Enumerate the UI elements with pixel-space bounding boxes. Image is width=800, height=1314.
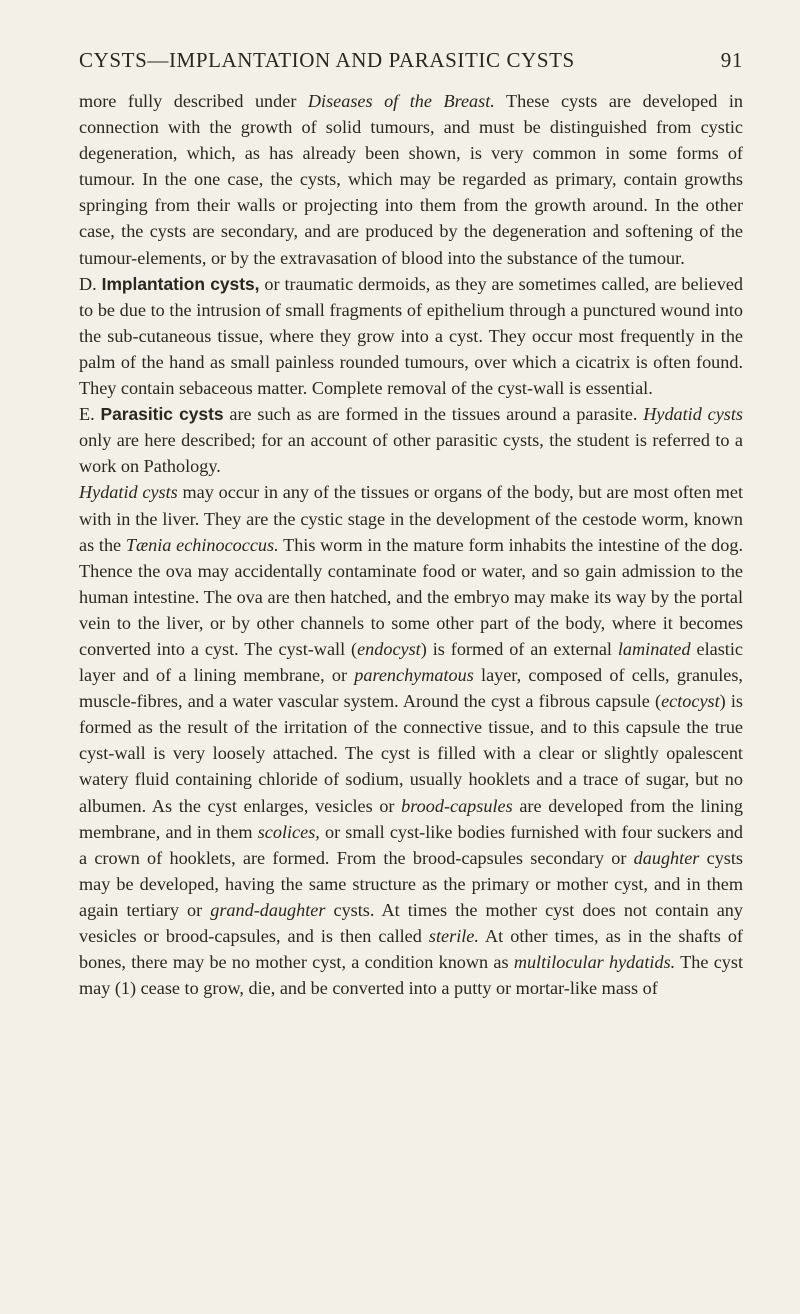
section-label: E. [79,404,101,425]
italic-term: sterile. [428,926,479,946]
section-label: D. [79,273,102,294]
running-title: CYSTS—IMPLANTATION AND PARASITIC CYSTS [79,48,575,72]
paragraph-hydatid-cysts [79,479,743,1001]
italic-term: ectocyst [661,691,720,712]
section-heading: Implantation cysts, [101,273,260,294]
text-run: At other times, as in the shafts of bones, there may be no mother cyst, a condition known as [79,926,743,973]
italic-term: laminated [617,638,691,659]
text-run: This worm in the mature form inhabits the intestine of the dog. Thence the ova may accidentally contaminate food or water, and so gain admission to the human intestine. The ova are then hatched, and the embryo may make its way by the portal vein to the liver, or by other channels to some other part of the body, where it becomes converted into a cyst. The cyst-wall ( [79,534,744,659]
running-header [79,48,743,88]
italic-term: Hydatid cysts [643,404,743,425]
text-run: may occur in any of the tissues or organs of the body, but are most often met with in the liver. They are the cystic stage in the development of the cestode worm, known as the [79,482,744,555]
book-reference: Diseases of the Breast. [307,91,495,111]
italic-term: Hydatid cysts [79,482,178,503]
paragraph-implantation-cysts [79,271,743,401]
body-text [79,88,743,1001]
section-heading: Parasitic cysts [100,404,224,425]
italic-term: multilocular hydatids. [513,952,676,973]
page-number: 91 [720,48,743,72]
italic-term: daughter [633,847,700,868]
text-run: cysts may be developed, having the same structure as the primary or mother cyst, and in them again tertiary or [79,847,744,920]
text-run: more fully described under [79,91,308,111]
text-run: or traumatic dermoids, as they are sometimes called, are believed to be due to the intrusion of small fragments of epithelium through a punctured wound into the sub-cutaneous tissue, where they grow into a cyst. They occur most frequently in the palm of the hand as small painless rounded tumours, over which a cicatrix is often found. They contain sebaceous matter. Complete removal of the cyst-wall is essential. [79,273,743,399]
text-run: The cyst may (1) cease to grow, die, and be converted into a putty or mortar-like mass of [79,952,743,999]
paragraph-breast-cysts [79,88,743,271]
italic-term: scolices, [257,821,320,842]
text-run: only are here described; for an account of other parasitic cysts, the student is referred to a work on Pathology. [79,430,743,477]
italic-term: parenchymatous [354,665,474,686]
italic-term: Tænia echinococcus. [125,534,279,555]
paragraph-parasitic-cysts [79,401,743,479]
italic-term: brood-capsules [401,795,513,816]
italic-term: endocyst [357,638,421,659]
text-run: ) is formed of an external [420,638,618,659]
italic-term: grand-daughter [210,899,326,920]
text-run: are such as are formed in the tissues around a parasite. [223,404,644,425]
text-run: or small cyst-like bodies furnished with four suckers and a crown of hooklets, are formed. From the brood-capsules secondary or [79,821,744,868]
text-run: layer, composed of cells, granules, muscle-fibres, and a water vascular system. Around the cyst a fibrous capsule ( [79,665,743,712]
text-run: are developed from the lining membrane, and in them [79,795,743,842]
text-run: These cysts are developed in connection with the growth of solid tumours, and must be distinguished from cystic degeneration, which, as has already been shown, is very common in some forms of tumour. In the one case, the cysts, which may be regarded as primary, contain growths springing from their walls or projecting into them from the growth around. In the other case, the cysts are secondary, and are produced by the degeneration and softening of the tumour-elements, or by the extravasation of blood into the substance of the tumour. [79,91,743,268]
text-run: ) is formed as the result of the irritation of the connective tissue, and to this capsule the true cyst-wall is very loosely attached. The cyst is filled with a clear or slightly opalescent watery fluid containing chloride of sodium, usually hooklets and a trace of sugar, but no albumen. As the cyst enlarges, vesicles or [79,691,744,816]
text-run: elastic layer and of a lining membrane, or [79,638,743,686]
text-run: cysts. At times the mother cyst does not contain any vesicles or brood-capsules, and is then called [79,899,743,946]
